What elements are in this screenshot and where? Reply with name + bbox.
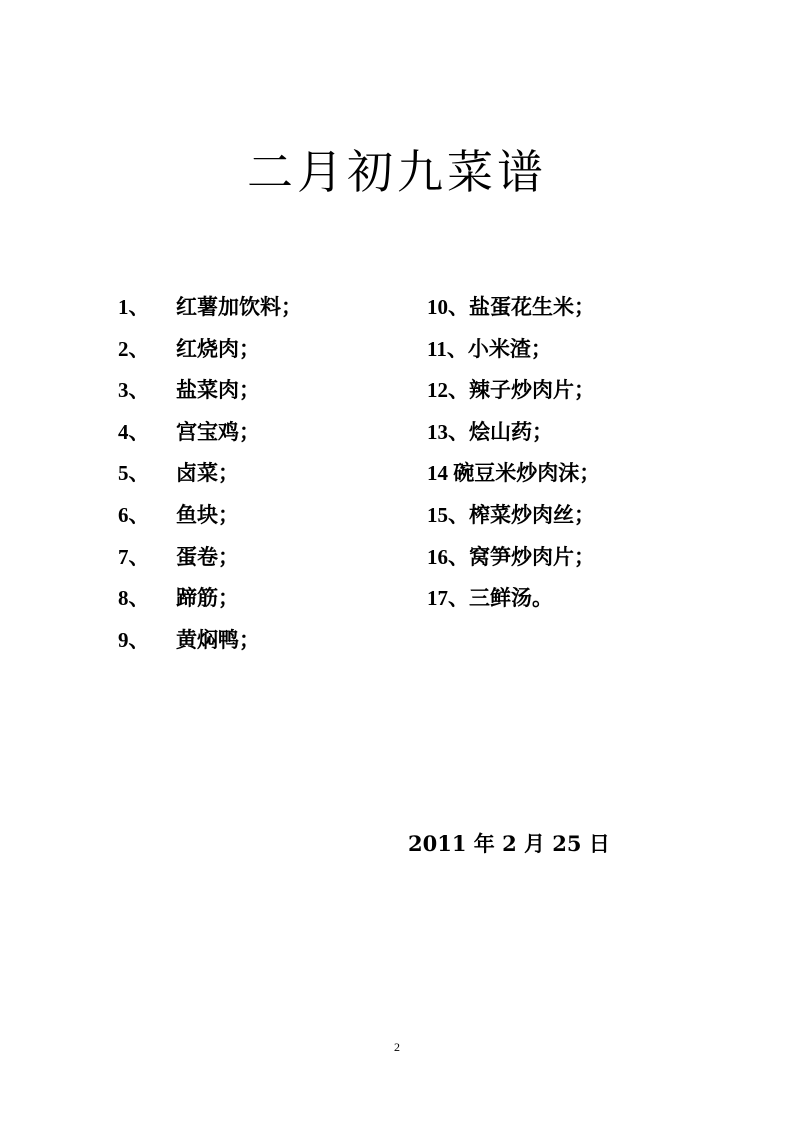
document-date: 2011 年 2 月 25 日 (408, 831, 610, 856)
menu-item-number: 4、 (118, 419, 150, 444)
page-number: 2 (394, 1040, 400, 1054)
menu-item-dish: 宫宝鸡； (176, 418, 260, 444)
menu-item-number: 17、 (427, 586, 469, 611)
menu-item-dish: 窝笋炒肉片； (469, 543, 595, 569)
menu-item (427, 452, 600, 494)
menu-item-number: 14 (427, 461, 454, 486)
menu-item-number: 6、 (118, 502, 150, 527)
menu-item-number: 9、 (118, 627, 150, 652)
menu-item (118, 494, 302, 536)
menu-item-dish: 红薯加饮料； (176, 294, 302, 319)
menu-item-dish: 鱼块； (176, 501, 239, 527)
menu-item-number: 15、 (427, 502, 469, 527)
menu-list-left (118, 286, 302, 660)
menu-item-number: 10、 (427, 295, 469, 319)
menu-item-number: 5、 (118, 461, 150, 486)
menu-item (427, 328, 600, 370)
menu-item (118, 411, 302, 453)
menu-item-dish: 卤菜； (176, 460, 239, 486)
menu-item (427, 536, 600, 578)
menu-item (118, 286, 302, 328)
menu-item (118, 536, 302, 578)
menu-item-dish: 黄焖鸭； (176, 626, 260, 652)
menu-item (118, 452, 302, 494)
menu-item-dish: 榨菜炒肉丝； (469, 501, 595, 527)
menu-item-dish: 碗豆米炒肉沫； (453, 460, 601, 486)
menu-item-number: 8、 (118, 586, 150, 611)
menu-item-number: 1、 (118, 295, 150, 319)
menu-item (427, 494, 600, 536)
menu-item-number: 7、 (118, 544, 150, 569)
menu-item-dish: 三鲜汤。 (469, 585, 553, 611)
menu-item (427, 577, 600, 619)
menu-item-dish: 蛋卷； (176, 543, 239, 569)
menu-item-number: 11、 (427, 336, 468, 361)
menu-item-dish: 蹄筋； (176, 585, 239, 611)
menu-item-number: 13、 (427, 419, 469, 444)
menu-item-dish: 小米渣； (467, 335, 552, 361)
menu-item-dish: 红烧肉； (176, 335, 260, 361)
menu-item-dish: 烩山药； (469, 418, 553, 444)
menu-item-number: 12、 (427, 378, 469, 403)
page-title: 二月初九菜谱 (247, 145, 547, 199)
menu-item (118, 369, 302, 411)
menu-item (427, 369, 600, 411)
menu-item (118, 328, 302, 370)
menu-item-dish: 辣子炒肉片； (469, 377, 595, 403)
menu-item-number: 16、 (427, 544, 469, 569)
menu-item (427, 411, 600, 453)
menu-list-right (427, 286, 600, 619)
menu-item-dish: 盐菜肉； (176, 377, 260, 403)
menu-item-dish: 盐蛋花生米； (469, 294, 595, 319)
menu-item-number: 3、 (118, 378, 150, 403)
menu-item-number: 2、 (118, 336, 150, 361)
menu-item (118, 619, 302, 661)
menu-item (427, 286, 600, 328)
menu-item (118, 577, 302, 619)
